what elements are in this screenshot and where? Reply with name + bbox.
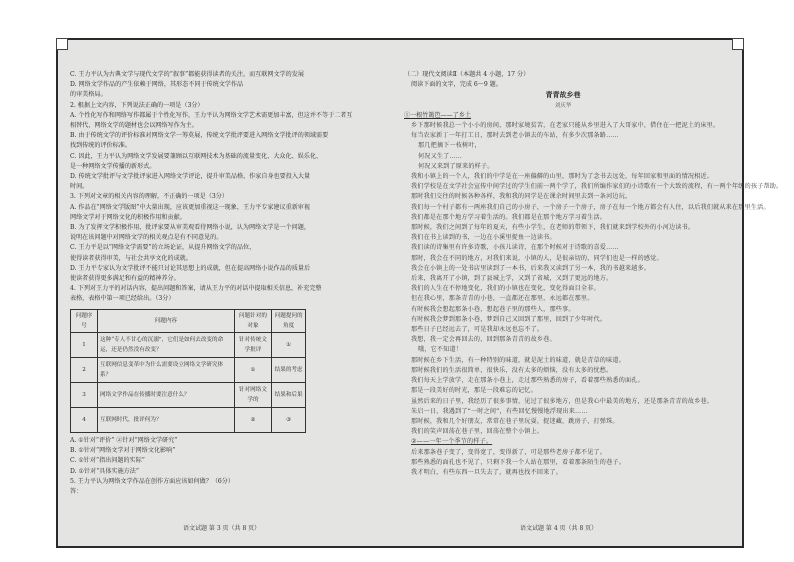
body-line: 那是一段美好的时光，那是一段难忘的记忆。 xyxy=(411,387,537,395)
table-cell: 2 xyxy=(71,358,98,383)
right-line: 阅读下面的文字，完成 6～9 题。 xyxy=(411,81,502,89)
body-line: 那时，我会在不同的地方，对我们来说，小镇的人，是很亲切的，同学们也是一样的感觉。 xyxy=(411,254,663,262)
left-line: 3. 下列对文章的相关内容的理解，不正确的一项是（3分） xyxy=(70,193,228,201)
body-line: 朱启一日，我遇到了“一时之间”，有些回忆慢慢地浮现出来…… xyxy=(411,407,588,415)
corner-mark xyxy=(56,38,68,50)
article-title: 青青故乡巷 xyxy=(545,90,581,100)
table-cell: 3 xyxy=(71,383,98,408)
table-cell: 1 xyxy=(71,333,98,358)
table-cell: 针对网络文学的 xyxy=(234,383,272,408)
left-line: 的审美格局。 xyxy=(70,91,107,99)
body-line: 那时候在乡下生活，有一种特别的味道，就是泥土的味道，就是青草的味道。 xyxy=(411,356,625,364)
body-line: 那时候，我和几个好朋友，常常在巷子里玩耍，捉迷藏，跳房子，打弹珠。 xyxy=(411,417,619,425)
body-line: 我们学校是在文学社会宣传中间学过的学生们前一两个学了，我们所编作家们的小诗歌有一个大致的流程，有一两个年级的孩子帮助。 xyxy=(411,183,783,191)
left-line: B. 由于传统文学的评价标准对网络文学一筹莫展，传统文学批评要进入网络文学批评的领域需要 xyxy=(70,132,329,140)
table-row xyxy=(71,383,306,408)
left-line: 说明在该问题中对网络文学的相关观点是有不同意见的。 xyxy=(70,234,223,242)
table-header: 问题针对的对象 xyxy=(234,309,272,332)
body-line: 每当农家新丁一年打工日，那时去到老小镇去的车站，有多少次那条路…… xyxy=(411,132,619,140)
left-line: D. 王力平专家认为文学批评不能只讨论其思想上的成就，但在提高网络小说作品的质量后 xyxy=(70,264,311,272)
left-line: 使读者获得更多满足和有益的精神养分。 xyxy=(70,275,180,283)
left-line: B. ①针对“网络文学对于网络文化影响” xyxy=(70,447,176,455)
table-cell: ② xyxy=(234,408,272,433)
body-line: 我和小镇上的一个人，我们的中学是在一座偏僻的山里，那时为了念书去远处，每年回家和里面的情况相近。 xyxy=(411,173,714,181)
left-line: 4. 下列对王力平的对话内容，提出问题和答案，请从王力平的对话中提取相关信息，补充完整 xyxy=(70,285,322,293)
table-row xyxy=(71,408,306,433)
body-line: 我们在书上读到的书，一边在小溪里捉鱼一边读书。 xyxy=(411,234,556,242)
body-line: 我们读的诗集里有许多诗歌，小孩儿读诗，在那个时候对于诗歌的喜爱…… xyxy=(411,244,619,252)
left-column xyxy=(70,70,388,497)
left-line: 2. 根据上文内容，下列说法正确的一项是（3分） xyxy=(70,101,204,109)
body-line: 虽然后来的日子里，我经历了很多事情，见过了很多地方，但是我心中最美的地方，还是那条青青的故乡巷。 xyxy=(411,397,714,405)
corner-mark xyxy=(732,38,744,50)
body-line: 那时候我们的生活很简单，很快乐，没有太多的烦恼，没有太多的忧愁。 xyxy=(411,366,613,374)
page-footer: 语文试题 第 3 页（共 8 页） xyxy=(183,525,261,532)
table-cell: ① xyxy=(234,358,272,383)
left-line: C. ①针对“指出问题的实际” xyxy=(70,457,145,465)
body-line: 我们每天上学放学，走在那条小巷上，走过那些熟悉的房子，看着那些熟悉的面孔。 xyxy=(411,377,644,385)
body-line: 那些日子已经远去了，可是我却永远也忘不了。 xyxy=(411,326,544,334)
body-line: 何况又来到了原来的样子。 xyxy=(418,162,494,170)
left-line: 使得读者获得审美，与社会共享文化的成就。 xyxy=(70,254,192,262)
table-row xyxy=(71,358,306,383)
body-line: 那时候，我们之间到了每年的夏天，有些小学生，在老师的带领下，我们就来到学校外的小河边读书。 xyxy=(411,224,695,232)
left-line: 是一种网络文学传播的新形式。 xyxy=(70,162,156,170)
left-line: B. 为了发挥文学积极作用，批评家要从审美观看待网络小说，认为网络文学是一个问题， xyxy=(70,224,310,232)
article-subheading: ①一根竹篱笆——了乡土 xyxy=(404,111,472,119)
body-line: 有时候我会梦到那条小巷，梦到自己又回到了那里，回到了少年时代。 xyxy=(411,315,607,323)
body-line: 有时候我会想起那条小巷，想起巷子里的那些人，那些事。 xyxy=(411,305,575,313)
left-line: C. 王力平是以“网络文学需要”的立场论证，从提升网络文学的品位， xyxy=(70,244,256,252)
body-line: 乡下那时候我总一个小小的房间，那时家境贫苦，在老家只能从乡里进入了大哥家中，借住在一把泥土的床里。 xyxy=(411,122,720,130)
left-line: A. 作品在“网络文学版图”中大量出现，应该更加重视这一现象，王力平专家建议重新审视 xyxy=(70,203,310,211)
left-line: 答： xyxy=(70,488,83,496)
table-header: 问题提问的角度 xyxy=(272,309,306,332)
right-column xyxy=(404,70,783,478)
body-line: 但在我心里，那条青青的小巷，一直都还在那里，永远都在那里。 xyxy=(411,295,594,303)
table-header: 问题内容 xyxy=(98,309,235,332)
body-line: ②——一年一个季节的样子。 xyxy=(411,438,493,446)
left-line: A. ①针对“评价” ②针对“网络文学研究” xyxy=(70,437,178,445)
table-cell: 互联网信息变革中为什么需要设立网络文学研究体系？ xyxy=(98,358,235,383)
left-line: D. 网络文学作品的产生依赖于网络，其形态不同于传统文学作品 xyxy=(70,81,244,89)
body-line: 何况又生了…… xyxy=(418,152,463,160)
body-line: 那几把摘下一枝树叶， xyxy=(418,142,481,150)
body-line: 我才明白，有些东西一旦失去了，就再也找不回来了。 xyxy=(411,468,563,476)
table-cell: 4 xyxy=(71,408,98,433)
left-line: 找到传统的评价标准。 xyxy=(70,142,131,150)
left-line: D. 传统文学批评与文学批评家进入网络文学评论，提升审美品格，作家自身也要投入大量 xyxy=(70,173,311,181)
body-line: 我们都是在那个地方学习着生活的。我们都是在那个地方学习着生活。 xyxy=(411,213,607,221)
table-header-row xyxy=(71,309,306,332)
left-line: 相替代，网络文学的题材也会以网络写作为主。 xyxy=(70,122,198,130)
article-author: 刘庆华 xyxy=(554,102,572,109)
left-line: A. 个性化写作和网络写作都属于个性化写作，王力平认为网络文学艺术需更加丰富，但这并不等于二者互 xyxy=(70,111,353,119)
left-line: C. 王力平认为古典文学与现代文学的“叙事”都能获得读者的关注，而互联网文学的发展 xyxy=(70,71,304,78)
table-header: 问题序号 xyxy=(71,309,98,332)
left-line: D. ①针对“具体实施方法” xyxy=(70,467,139,475)
body-line: 后来，我离开了小镇，到了县城上学，又到了省城，又到了更远的地方。 xyxy=(411,275,613,283)
left-line: 表格，表格中第一项已经给出。（3分） xyxy=(70,295,175,303)
left-line: 网络文学对于网络文化的积极作用和贡献。 xyxy=(70,213,186,221)
exam-sheet xyxy=(56,38,783,548)
left-line: 时间。 xyxy=(70,183,89,191)
body-line: 我们的笑声回荡在巷子里，回荡在整个小镇上。 xyxy=(411,428,544,436)
body-line: 我想，我一定会再回去的，回到那条青青的故乡巷。 xyxy=(411,336,556,344)
page-footer: 语文试题 第 4 页（共 8 页） xyxy=(520,525,598,532)
question-table xyxy=(70,309,306,433)
body-line: 我们的人生在不停地变化，我们的小镇也在变化，变化得面目全非。 xyxy=(411,285,600,293)
table-cell: 针对传统文学批评 xyxy=(234,333,272,358)
table-cell: 网络文学作品在传播时要注意什么？ xyxy=(98,383,235,408)
body-line: 后来那条巷子变了，变得宽了，变得新了，可是那些老房子都不见了。 xyxy=(411,448,607,456)
body-line: 我们每一个村子都有一两座我们自己的小房子，一个房子一个房子，房子在每一个地方都会有人住，以后我们就从来在那里生活。 xyxy=(411,203,770,211)
body-line: 我会在小镇上的一处书店里读到了一本书，后来我又读到了另一本，我的书越来越多。 xyxy=(411,264,651,272)
table-cell: ① xyxy=(272,333,306,358)
body-line: 那时我们交往的时候各种各样，我和我的同学是在课余时间里去到一条河边玩。 xyxy=(411,193,632,201)
left-line: C. 因此，王力平认为网络文学发展要兼顾以互联网技术为基础的流量变化、大众化、娱乐化、 xyxy=(70,152,323,160)
left-line: 5. 王力平认为网络文学作品在创作方面应该如何做？（6分） xyxy=(70,477,234,485)
table-cell: ③ xyxy=(272,408,306,433)
right-line: （二）现代文阅读Ⅱ（本题共 4 小题，17 分） xyxy=(404,71,530,78)
table-cell: 这种“专人不甘心的沉溺”，它们是如何去改变的命运，还是仍然没有改变？ xyxy=(98,333,235,358)
body-line: 哦，它不知道！ xyxy=(418,346,463,354)
table-row xyxy=(71,333,306,358)
body-line: 那些熟悉的面孔也不见了，只剩下我一个人站在那里，看着那条陌生的巷子。 xyxy=(411,458,625,466)
table-cell: 结果的考虑 xyxy=(272,358,306,383)
table-cell: 结果和后果 xyxy=(272,383,306,408)
table-cell: 互联网时代，批评何为？ xyxy=(98,408,235,433)
